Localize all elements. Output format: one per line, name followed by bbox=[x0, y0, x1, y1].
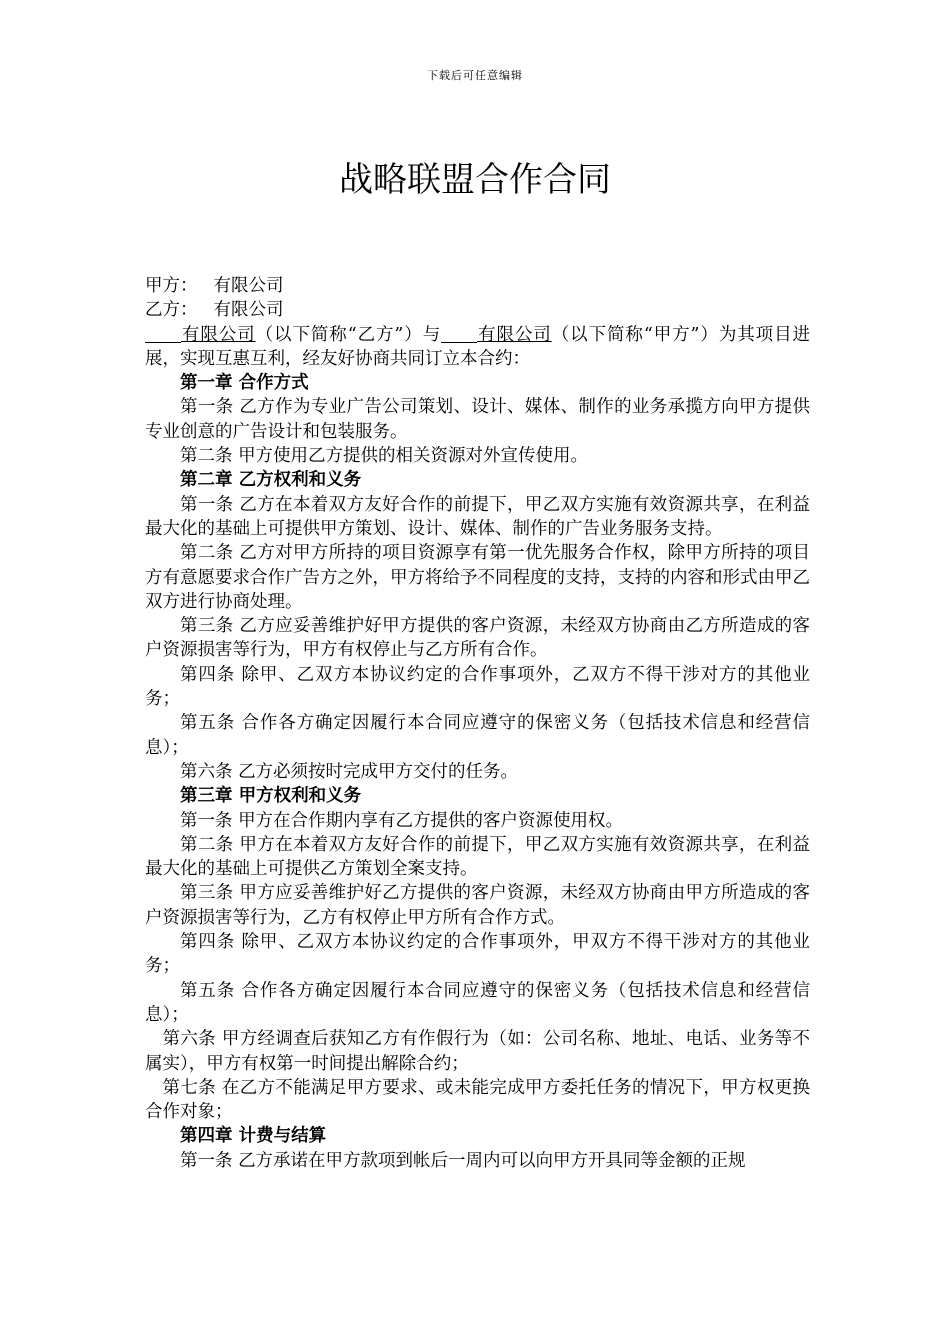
chapter-3-article-1: 第一条 甲方在合作期内享有乙方提供的客户资源使用权。 bbox=[180, 810, 624, 831]
chapter-3-article-5: 第五条 合作各方确定因履行本合同应遵守的保密义务（包括技术信息和经营信息）； bbox=[145, 980, 810, 1025]
chapter-3-article-2: 第二条 甲方在本着双方友好合作的前提下，甲乙双方实施有效资源共享，在利益最大化的基础上可提供乙方策划全案支持。 bbox=[145, 834, 810, 880]
chapter-2-article-1: 第一条 乙方在本着双方友好合作的前提下，甲乙双方实施有效资源共享，在利益最大化的基础上可提供甲方策划、设计、媒体、制作的广告业务服务支持。 bbox=[145, 494, 810, 539]
header-note: 下载后可任意编辑 bbox=[427, 69, 523, 82]
chapter-2-article-6: 第六条 乙方必须按时完成甲方交付的任务。 bbox=[180, 761, 519, 782]
chapter-3-article-7: 第七条 在乙方不能满足甲方要求、或未能完成甲方委托任务的情况下，甲方权更换合作对象； bbox=[145, 1077, 810, 1123]
party-a-value: 有限公司 bbox=[213, 276, 284, 296]
chapter-1-article-2: 第二条 甲方使用乙方提供的相关资源对外宣传使用。 bbox=[180, 446, 589, 467]
party-a-label: 甲方： bbox=[145, 276, 198, 296]
chapter-3-article-6: 第六条 甲方经调查后获知乙方有作假行为（如：公司名称、地址、电话、业务等不属实），甲方有权第一时间提出解除合约； bbox=[145, 1029, 810, 1074]
intro-text-1: （以下简称“乙方”）与 bbox=[255, 324, 442, 345]
chapter-2-article-4: 第四条 除甲、乙双方本协议约定的合作事项外，乙双方不得干涉对方的其他业务； bbox=[145, 664, 810, 710]
party-a-line bbox=[145, 274, 810, 298]
chapter-3-article-3: 第三条 甲方应妥善维护好乙方提供的客户资源，未经双方协商由甲方所造成的客户资源损害等行为，乙方有权停止甲方所有合作方式。 bbox=[145, 883, 810, 928]
intro-company-b: 有限公司 bbox=[181, 324, 256, 345]
party-b-value: 有限公司 bbox=[213, 300, 284, 321]
intro-paragraph bbox=[145, 323, 810, 372]
party-b-line bbox=[145, 298, 810, 322]
chapter-1-article-1: 第一条 乙方作为专业广告公司策划、设计、媒体、制作的业务承揽方向甲方提供专业创意的广告设计和包装服务。 bbox=[145, 397, 810, 442]
chapter-2-heading: 第二章 乙方权利和义务 bbox=[180, 470, 362, 491]
chapter-4-article-1: 第一条 乙方承诺在甲方款项到帐后一周内可以向甲方开具同等金额的正规 bbox=[180, 1150, 746, 1171]
chapter-3-article-4: 第四条 除甲、乙双方本协议约定的合作事项外，甲双方不得干涉对方的其他业务； bbox=[145, 932, 810, 977]
chapter-3-heading: 第三章 甲方权利和义务 bbox=[180, 786, 362, 807]
intro-company-a: 有限公司 bbox=[477, 324, 552, 345]
chapter-2-article-5: 第五条 合作各方确定因履行本合同应遵守的保密义务（包括技术信息和经营信息）； bbox=[145, 713, 810, 758]
document-body bbox=[145, 274, 810, 1173]
chapter-2-article-2: 第二条 乙方对甲方所持的项目资源享有第一优先服务合作权，除甲方所持的项目方有意愿要求合作广告方之外，甲方将给予不同程度的支持，支持的内容和形式由甲乙双方进行协商处理。 bbox=[145, 543, 810, 612]
intro-text-2: （以下简称“甲方”）为其项目进展，实现互惠互利，经友好协商共同订立本合约： bbox=[145, 324, 811, 369]
chapter-1-heading: 第一章 合作方式 bbox=[180, 373, 309, 394]
chapter-4-heading: 第四章 计费与结算 bbox=[180, 1126, 327, 1147]
document-title: 战略联盟合作合同 bbox=[339, 160, 611, 200]
party-b-label: 乙方： bbox=[145, 300, 198, 321]
chapter-2-article-3: 第三条 乙方应妥善维护好甲方提供的客户资源，未经双方协商由乙方所造成的客户资源损害等行为，甲方有权停止与乙方所有合作。 bbox=[145, 616, 810, 661]
